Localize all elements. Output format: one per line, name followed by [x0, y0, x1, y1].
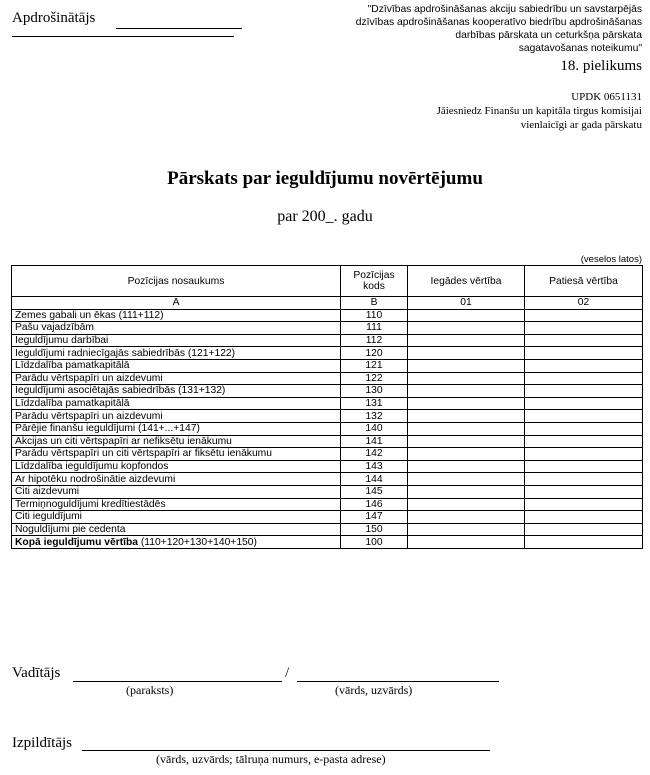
table-row [12, 448, 643, 461]
acquisition-value-cell[interactable] [408, 422, 525, 435]
fair-value-cell[interactable] [525, 309, 643, 322]
regulation-line: darbības pārskata un ceturkšņa pārskata [455, 30, 642, 41]
acquisition-value-cell[interactable] [408, 372, 525, 385]
regulation-line: "Dzīvības apdrošināšanas akciju sabiedrību un savstarpējās [367, 4, 642, 15]
signature-caption: (paraksts) [126, 683, 174, 697]
row-code: 100 [341, 536, 408, 549]
total-formula: (110+120+130+140+150) [138, 536, 257, 548]
table-row [12, 511, 643, 524]
header-acquisition-value: Iegādes vērtība [408, 266, 525, 297]
table-row [12, 397, 643, 410]
fair-value-cell[interactable] [525, 347, 643, 360]
row-name: Pārējie finanšu ieguldījumi (141+...+147) [12, 422, 341, 435]
row-code: 121 [341, 359, 408, 372]
row-name: Parādu vērtspapīri un aizdevumi [12, 372, 341, 385]
row-name: Termiņnoguldījumi kredītiestādēs [12, 498, 341, 511]
table-row [12, 347, 643, 360]
preparer-label: Izpildītājs [12, 735, 72, 751]
table-row [12, 498, 643, 511]
insurer-name-line[interactable] [116, 28, 242, 29]
acquisition-value-cell[interactable] [408, 385, 525, 398]
row-name: Parādu vērtspapīri un aizdevumi [12, 410, 341, 423]
table-row [12, 372, 643, 385]
acquisition-value-cell[interactable] [408, 347, 525, 360]
table-row [12, 309, 643, 322]
row-code: 112 [341, 334, 408, 347]
row-name: Pašu vajadzībām [12, 322, 341, 335]
units-note: (veselos latos) [580, 254, 642, 265]
row-code: 147 [341, 511, 408, 524]
table-row [12, 422, 643, 435]
row-name: Līdzdalība ieguldījumu kopfondos [12, 460, 341, 473]
fair-value-cell[interactable] [525, 473, 643, 486]
row-code: 132 [341, 410, 408, 423]
acquisition-value-cell[interactable] [408, 397, 525, 410]
fair-value-cell[interactable] [525, 498, 643, 511]
form-code-block [312, 90, 642, 132]
column-letter: B [341, 297, 408, 310]
name-caption: (vārds, uzvārds) [335, 683, 413, 697]
row-name: Ar hipotēku nodrošinātie aizdevumi [12, 473, 341, 486]
row-name: Noguldījumi pie cedenta [12, 523, 341, 536]
manager-label: Vadītājs [12, 665, 61, 681]
row-code: 140 [341, 422, 408, 435]
row-name: Līdzdalība pamatkapitālā [12, 359, 341, 372]
total-label: Kopā ieguldījumu vērtība [15, 536, 139, 548]
row-name: Zemes gabali un ēkas (111+112) [12, 309, 341, 322]
table-row [12, 473, 643, 486]
preparer-caption: (vārds, uzvārds; tālruņa numurs, e-pasta adrese) [156, 752, 386, 766]
row-name: Ieguldījumu darbībai [12, 334, 341, 347]
fair-value-cell[interactable] [525, 448, 643, 461]
row-code: 145 [341, 485, 408, 498]
fair-value-cell[interactable] [525, 485, 643, 498]
fair-value-cell[interactable] [525, 385, 643, 398]
insurer-field [12, 10, 95, 27]
manager-signature-line[interactable] [73, 681, 282, 682]
acquisition-value-cell[interactable] [408, 322, 525, 335]
row-code: 130 [341, 385, 408, 398]
appendix-number: 18. pielikums [560, 58, 642, 74]
fair-value-cell[interactable] [525, 460, 643, 473]
row-code: 131 [341, 397, 408, 410]
form-code: UPDK 0651131 [571, 91, 642, 103]
fair-value-cell[interactable] [525, 334, 643, 347]
fair-value-cell[interactable] [525, 511, 643, 524]
report-title: Pārskats par ieguldījumu novērtējumu [167, 168, 483, 189]
row-name: Līdzdalība pamatkapitālā [12, 397, 341, 410]
row-code: 142 [341, 448, 408, 461]
row-name: Ieguldījumi asociētajās sabiedrībās (131+132) [12, 385, 341, 398]
acquisition-value-cell[interactable] [408, 498, 525, 511]
fair-value-cell[interactable] [525, 322, 643, 335]
row-code: 144 [341, 473, 408, 486]
table-row [12, 435, 643, 448]
column-letter: 02 [525, 297, 643, 310]
acquisition-value-cell[interactable] [408, 435, 525, 448]
fair-value-cell[interactable] [525, 372, 643, 385]
row-code: 143 [341, 460, 408, 473]
header-fair-value: Patiesā vērtība [525, 266, 643, 297]
row-code: 141 [341, 435, 408, 448]
table-row [12, 359, 643, 372]
acquisition-value-cell[interactable] [408, 359, 525, 372]
acquisition-value-cell[interactable] [408, 410, 525, 423]
acquisition-value-cell[interactable] [408, 448, 525, 461]
insurer-name-line-2[interactable] [12, 36, 234, 37]
header-position-name: Pozīcijas nosaukums [12, 266, 341, 297]
regulation-line: dzīvības apdrošināšanas kooperatīvo biedrību apdrošināšanas [355, 17, 642, 28]
row-code: 146 [341, 498, 408, 511]
row-name: Citi ieguldījumi [12, 511, 341, 524]
acquisition-value-cell[interactable] [408, 523, 525, 536]
regulation-line: sagatavošanas noteikumu" [518, 43, 642, 54]
row-code: 120 [341, 347, 408, 360]
table-row-total [12, 536, 643, 549]
report-year: par 200_. gadu [277, 208, 373, 225]
table-row [12, 385, 643, 398]
row-name [12, 536, 341, 549]
acquisition-value-cell[interactable] [408, 473, 525, 486]
fair-value-cell[interactable] [525, 435, 643, 448]
acquisition-value-cell[interactable] [408, 511, 525, 524]
fair-value-cell[interactable] [525, 397, 643, 410]
investment-valuation-table [11, 265, 643, 549]
table-row [12, 410, 643, 423]
row-name: Ieguldījumi radniecīgajās sabiedrībās (121+122) [12, 347, 341, 360]
signature-separator: / [285, 665, 290, 681]
preparer-details-line[interactable] [82, 750, 490, 751]
row-name: Akcijas un citi vērtspapīri ar nefiksētu ienākumu [12, 435, 341, 448]
table-row [12, 322, 643, 335]
row-code: 111 [341, 322, 408, 335]
row-name: Parādu vērtspapīri un citi vērtspapīri ar fiksētu ienākumu [12, 448, 341, 461]
column-letter: 01 [408, 297, 525, 310]
fair-value-cell[interactable] [525, 410, 643, 423]
column-letter: A [12, 297, 341, 310]
fair-value-cell[interactable] [525, 422, 643, 435]
row-code: 110 [341, 309, 408, 322]
table-row [12, 460, 643, 473]
manager-name-line[interactable] [297, 681, 499, 682]
acquisition-value-cell[interactable] [408, 334, 525, 347]
regulation-reference [332, 3, 642, 55]
fair-value-cell[interactable] [525, 359, 643, 372]
table-row [12, 334, 643, 347]
row-name: Citi aizdevumi [12, 485, 341, 498]
submit-note-line: vienlaicīgi ar gada pārskatu [520, 119, 642, 131]
insurer-label: Apdrošinātājs [12, 10, 96, 26]
header-position-code: Pozīcijas kods [341, 266, 408, 297]
row-code: 150 [341, 523, 408, 536]
table-row [12, 523, 643, 536]
table-row [12, 485, 643, 498]
fair-value-cell[interactable] [525, 523, 643, 536]
acquisition-value-cell[interactable] [408, 485, 525, 498]
acquisition-value-cell[interactable] [408, 536, 525, 549]
acquisition-value-cell[interactable] [408, 309, 525, 322]
submit-note-line: Jāiesniedz Finanšu un kapitāla tirgus komisijai [436, 105, 642, 117]
fair-value-cell[interactable] [525, 536, 643, 549]
acquisition-value-cell[interactable] [408, 460, 525, 473]
row-code: 122 [341, 372, 408, 385]
